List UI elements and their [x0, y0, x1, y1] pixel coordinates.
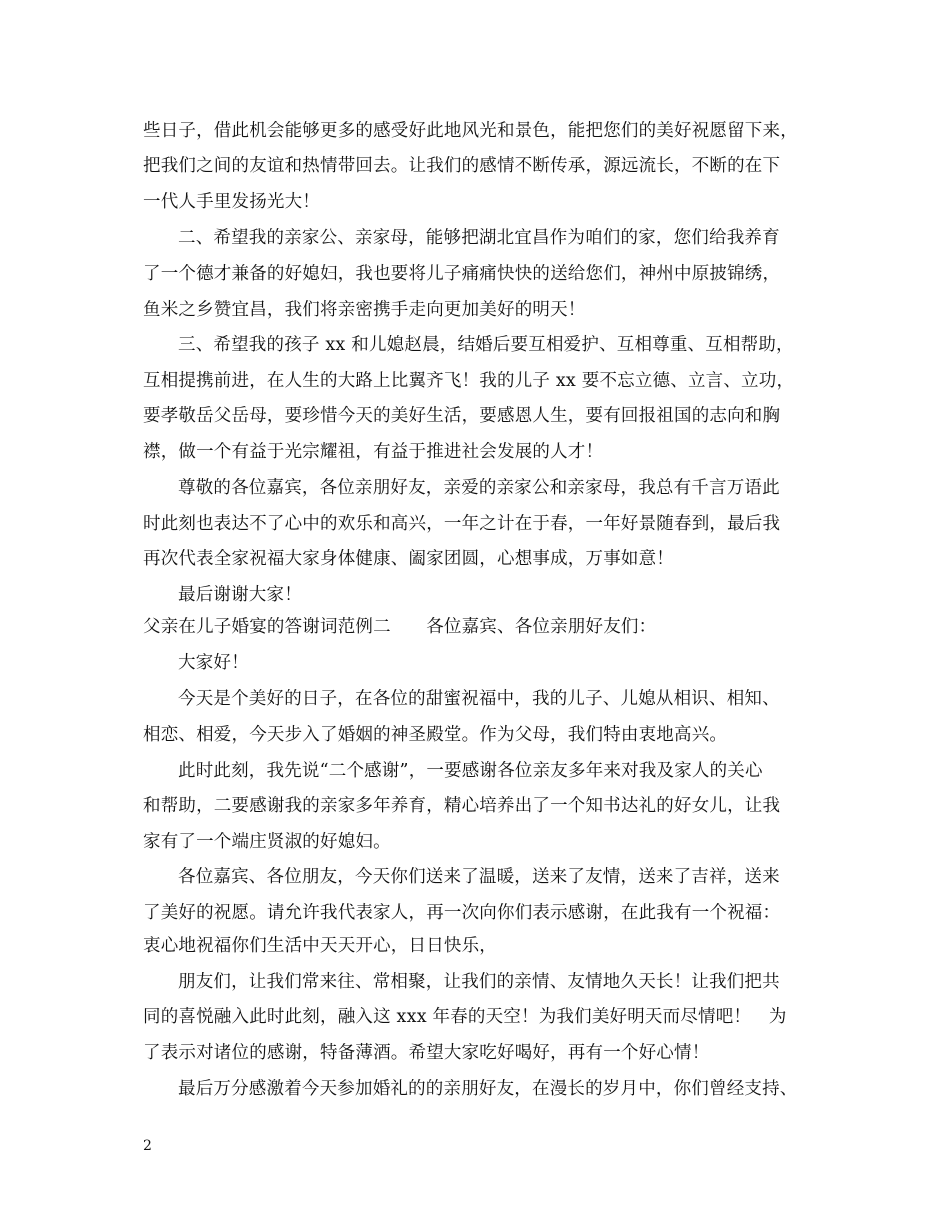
text-line: 了表示对诸位的感谢，特备薄酒。希望大家吃好喝好，再有一个好心情！: [143, 1043, 710, 1063]
text-line: 时此刻也表达不了心中的欢乐和高兴，一年之计在于春，一年好景随春到，最后我: [143, 514, 781, 534]
text-line: 些日子，借此机会能够更多的感受好此地风光和景色，能把您们的美好祝愿留下来，: [143, 121, 798, 141]
text-line: 各位嘉宾、各位朋友，今天你们送来了温暖，送来了友情，送来了吉祥，送来: [178, 867, 780, 887]
text-line: 把我们之间的友谊和热情带回去。让我们的感情不断传承，源远流长，不断的在下: [143, 156, 781, 176]
text-line: 了美好的祝愿。请允许我代表家人，再一次向你们表示感谢，在此我有一个祝福：: [143, 903, 781, 923]
text-line: 襟，做一个有益于光宗耀祖，有益于推进社会发展的人才！: [143, 442, 604, 462]
text-line: 尊敬的各位嘉宾，各位亲朋好友，亲爱的亲家公和亲家母，我总有千言万语此: [178, 478, 780, 498]
section-heading: 父亲在儿子婚宴的答谢词范例二 各位嘉宾、各位亲朋好友们：: [143, 617, 657, 637]
text-line: 朋友们，让我们常来往、常相聚，让我们的亲情、友情地久天长！让我们把共: [178, 972, 780, 992]
text-line: 一代人手里发扬光大！: [143, 192, 320, 212]
text-line: 今天是个美好的日子，在各位的甜蜜祝福中，我的儿子、儿媳从相识、相知、: [178, 689, 780, 709]
text-line: 大家好！: [178, 653, 249, 673]
text-line: 同的喜悦融入此时此刻，融入这 xxx 年春的天空！为我们美好明天而尽情吧！ 为: [143, 1007, 787, 1027]
text-line: 家有了一个端庄贤淑的好媳妇。: [143, 832, 391, 852]
text-line: 鱼米之乡赞宜昌，我们将亲密携手走向更加美好的明天！: [143, 300, 586, 320]
text-line: 衷心地祝福你们生活中天天开心，日日快乐，: [143, 936, 497, 956]
text-line: 了一个德才兼备的好媳妇，我也要将儿子痛痛快快的送给您们，神州中原披锦绣，: [143, 264, 781, 284]
text-line: 此时此刻，我先说“二个感谢”，一要感谢各位亲友多年来对我及家人的关心: [178, 761, 763, 781]
text-line: 要孝敬岳父岳母，要珍惜今天的美好生活，要感恩人生，要有回报祖国的志向和胸: [143, 406, 781, 426]
text-line: 最后谢谢大家！: [178, 585, 302, 605]
text-line: 二、希望我的亲家公、亲家母，能够把湖北宜昌作为咱们的家，您们给我养育: [178, 228, 780, 248]
text-line: 和帮助，二要感谢我的亲家多年养育，精心培养出了一个知书达礼的好女儿，让我: [143, 796, 781, 816]
text-line: 相恋、相爱，今天步入了婚姻的神圣殿堂。作为父母，我们特由衷地高兴。: [143, 725, 728, 745]
page-number: 2: [143, 1138, 152, 1154]
text-line: 再次代表全家祝福大家身体健康、阖家团圆，心想事成，万事如意！: [143, 549, 674, 569]
text-line: 互相提携前进，在人生的大路上比翼齐飞！我的儿子 xx 要不忘立德、立言、立功，: [143, 371, 795, 391]
text-line: 三、希望我的孩子 xx 和儿媳赵晨，结婚后要互相爱护、互相尊重、互相帮助，: [178, 335, 794, 355]
text-line: 最后万分感激着今天参加婚礼的的亲朋好友，在漫长的岁月中，你们曾经支持、: [178, 1079, 798, 1099]
